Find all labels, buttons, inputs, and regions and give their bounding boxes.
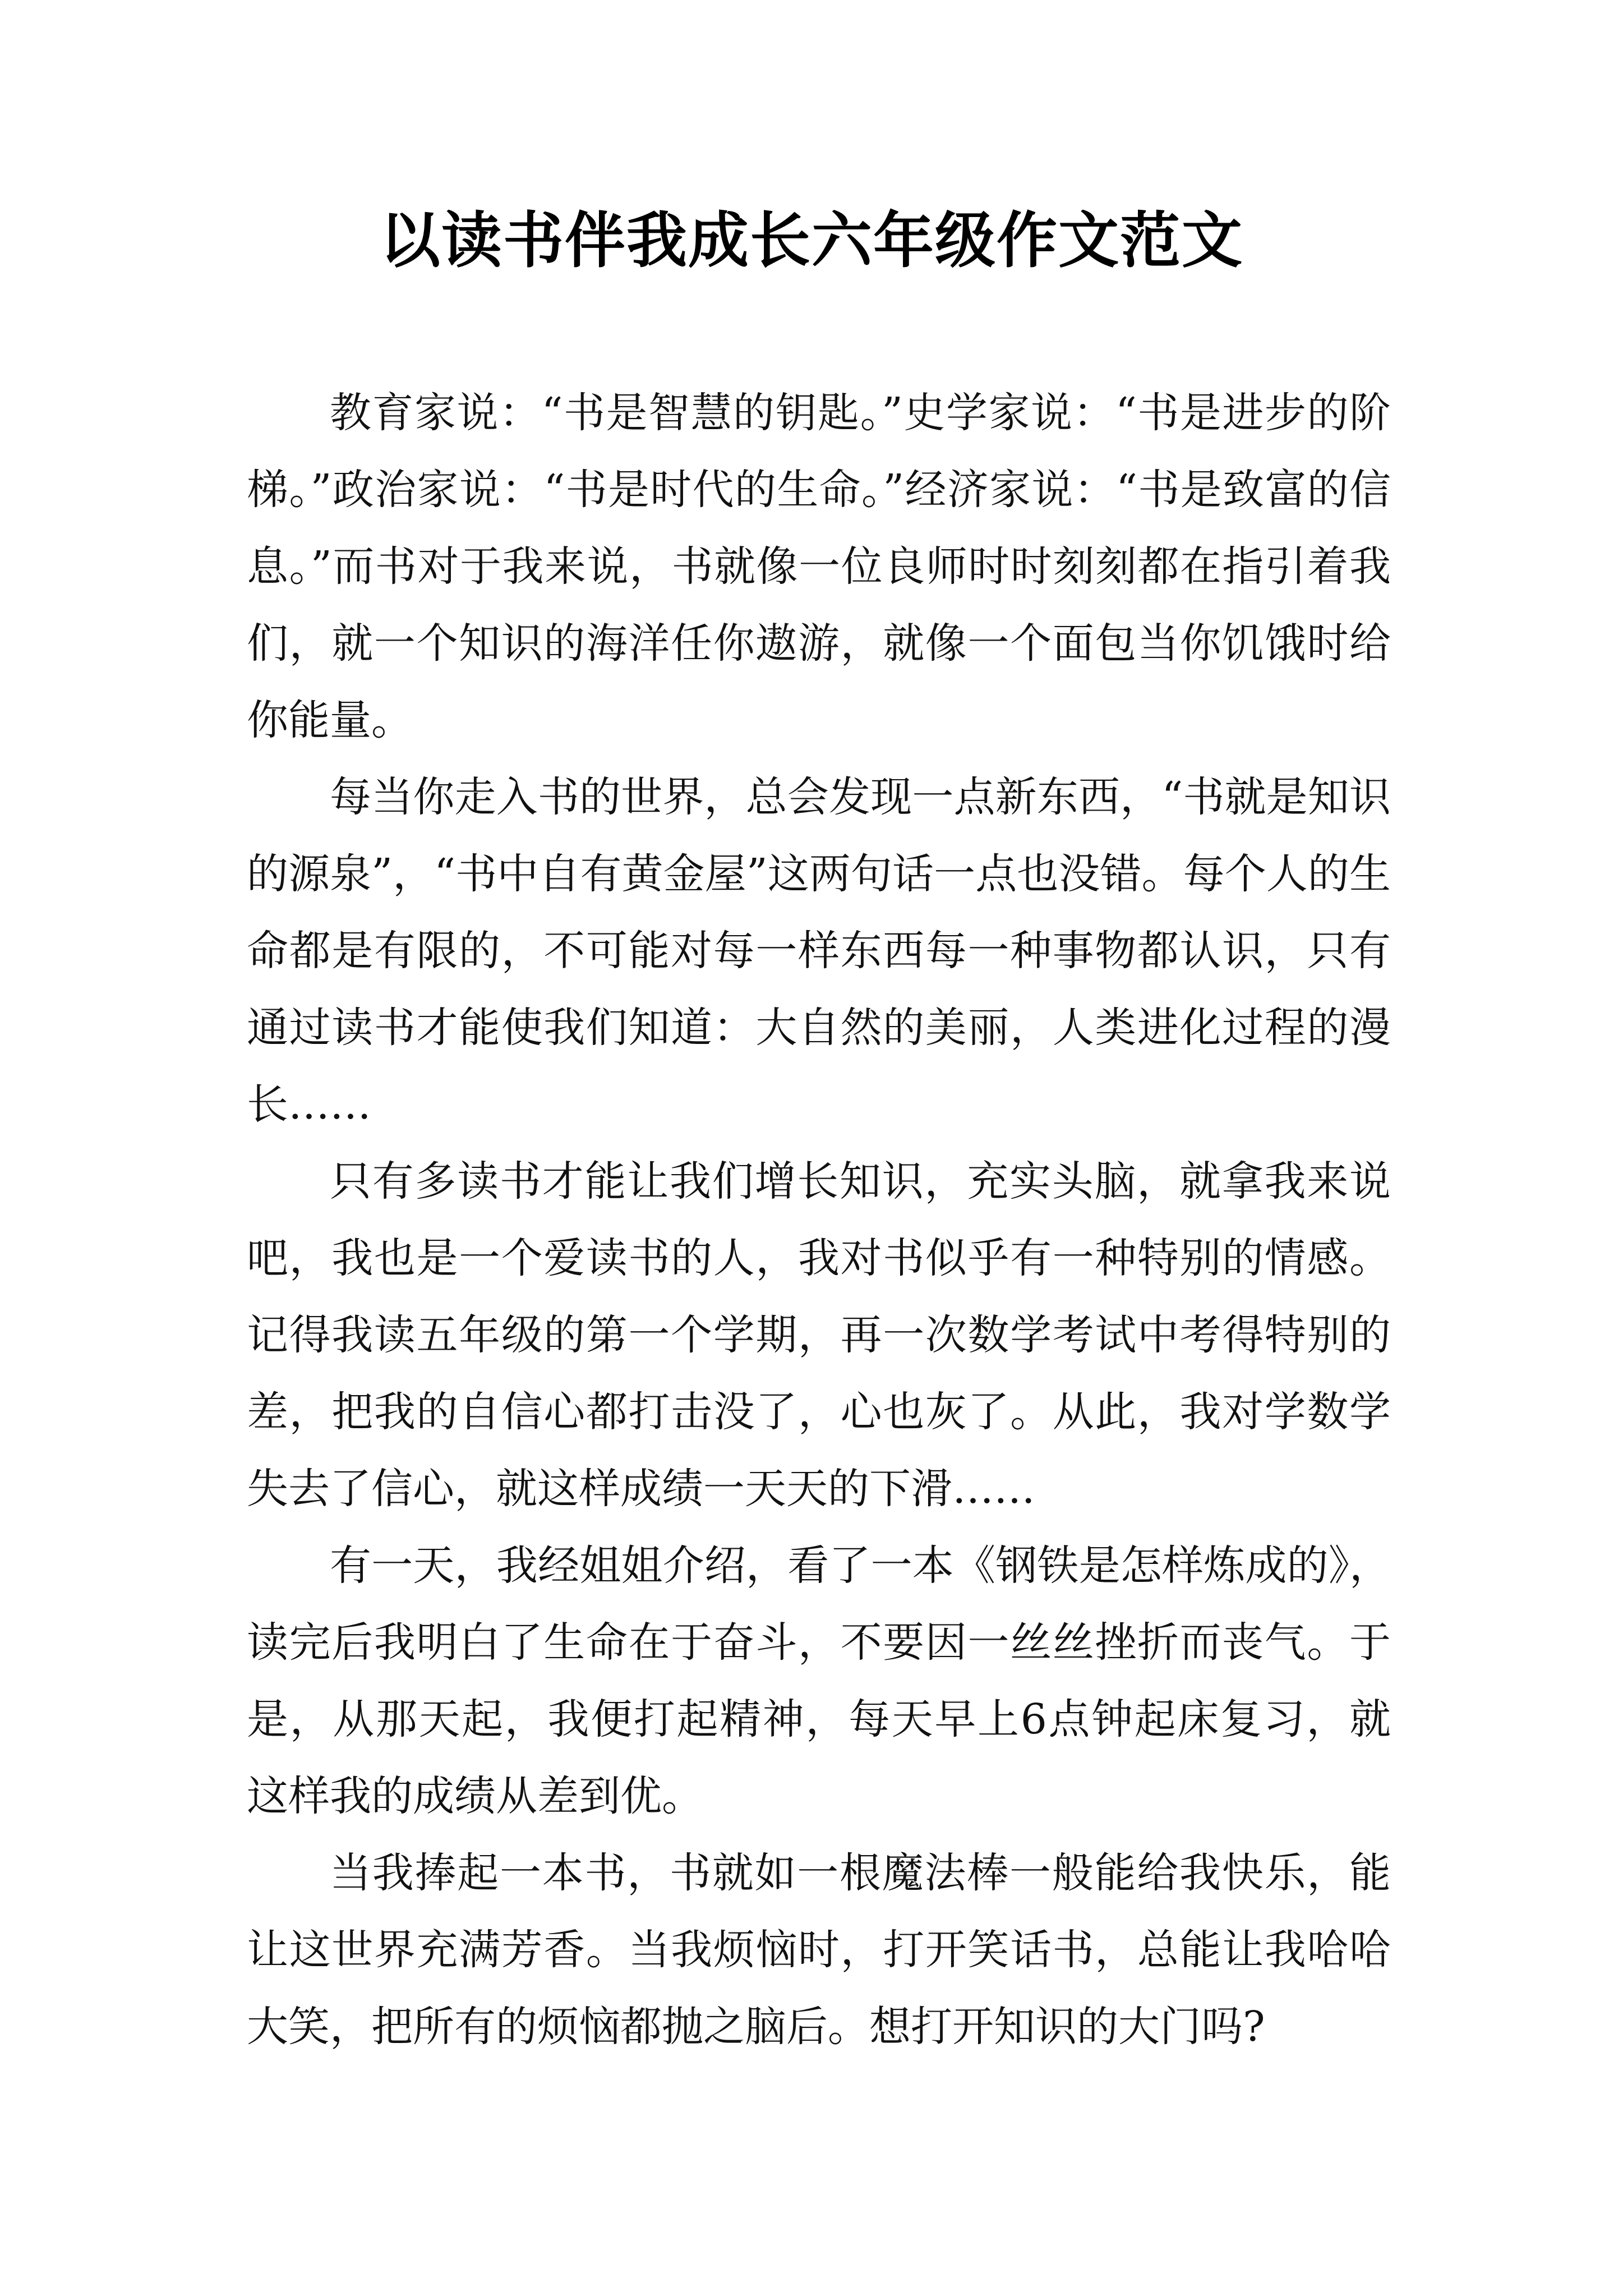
paragraph-5: 当我捧起一本书，书就如一根魔法棒一般能给我快乐，能让这世界充满芳香。当我烦恼时，打开笑话书，总能让我哈哈大笑，把所有的烦恼都抛之脑后。想打开知识的大门吗?	[247, 1849, 1391, 2051]
document-body	[247, 375, 1391, 2065]
paragraph-3: 只有多读书才能让我们增长知识，充实头脑，就拿我来说吧，我也是一个爱读书的人，我对书似乎有一种特别的情感。记得我读五年级的第一个学期，再一次数学考试中考得特别的差，把我的自信心都打击没了，心也灰了。从此，我对学数学失去了信心，就这样成绩一天天的下滑……	[247, 1157, 1391, 1513]
paragraph-2: 每当你走入书的世界，总会发现一点新东西，“书就是知识的源泉”，“书中自有黄金屋”这两句话一点也没错。每个人的生命都是有限的，不可能对每一样东西每一种事物都认识，只有通过读书才能使我们知道：大自然的美丽，人类进化过程的漫长……	[247, 773, 1391, 1129]
paragraph-1: 教育家说：“书是智慧的钥匙。”史学家说：“书是进步的阶梯。”政治家说：“书是时代的生命。”经济家说：“书是致富的信息。”而书对于我来说，书就像一位良师时时刻刻都在指引着我们，就一个知识的海洋任你遨游，就像一个面包当你饥饿时给你能量。	[247, 389, 1391, 744]
document-title: 以读书伴我成长六年级作文范文	[379, 206, 1243, 276]
paragraph-4: 有一天，我经姐姐介绍，看了一本《钢铁是怎样炼成的》，读完后我明白了生命在于奋斗，不要因一丝丝挫折而丧气。于是，从那天起，我便打起精神，每天早上6点钟起床复习，就这样我的成绩从差到优。	[247, 1542, 1391, 1820]
